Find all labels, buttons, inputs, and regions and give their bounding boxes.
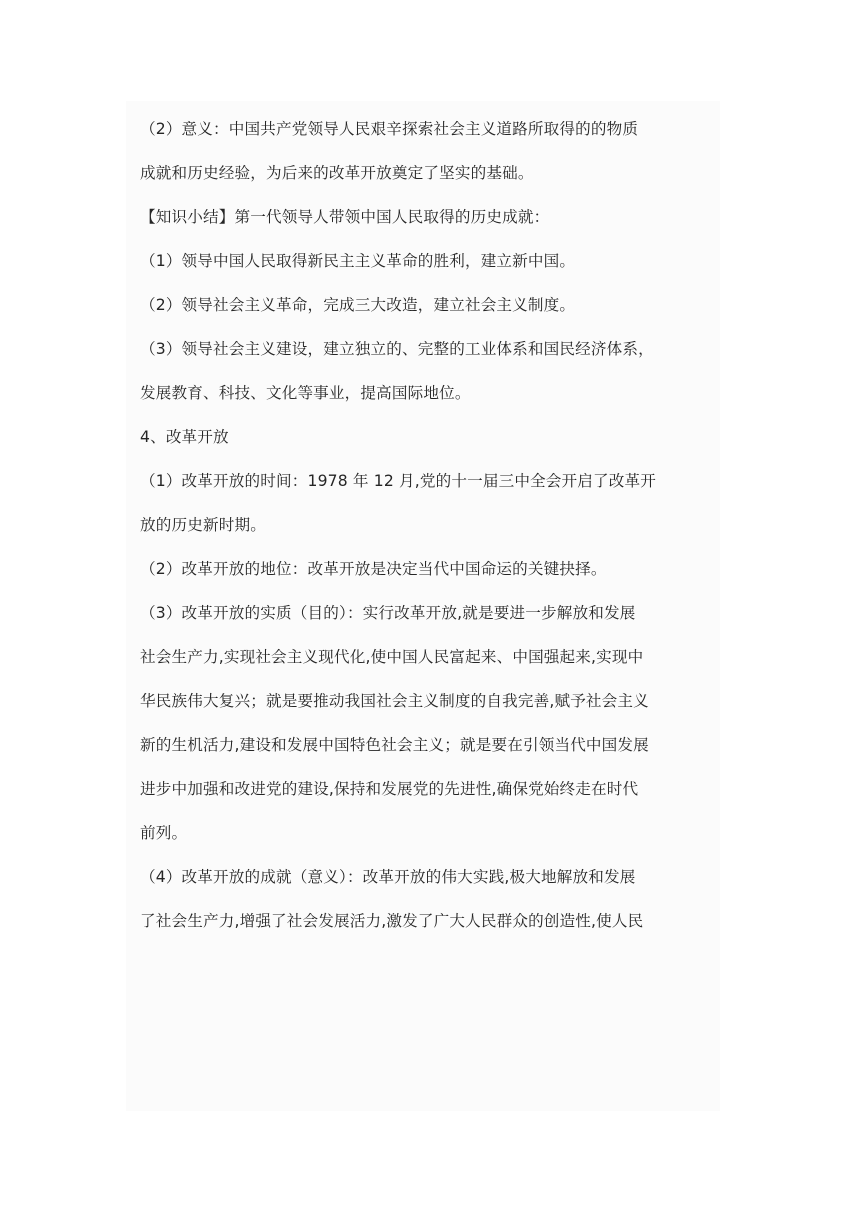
paragraph-reform-time [140, 459, 720, 547]
text-line: （2）领导社会主义革命，完成三大改造，建立社会主义制度。 [140, 296, 576, 314]
paragraph-reform-essence [140, 591, 720, 855]
text-line: （1）改革开放的时间：1978 年 12 月,党的十一届三中全会开启了改革开 [140, 472, 657, 490]
paragraph-reform-achievement [140, 855, 720, 943]
paragraph-summary-2 [140, 283, 720, 327]
text-line: （3）改革开放的实质（目的）：实行改革开放,就是要进一步解放和发展 [140, 604, 636, 622]
text-line: 成就和历史经验，为后来的改革开放奠定了坚实的基础。 [140, 164, 534, 182]
paragraph-summary-3 [140, 327, 720, 415]
text-line: 前列。 [140, 824, 188, 842]
text-line: 放的历史新时期。 [140, 516, 266, 534]
text-line: 了社会生产力,增强了社会发展活力,激发了广大人民群众的创造性,使人民 [140, 912, 644, 930]
text-line: （2）改革开放的地位：改革开放是决定当代中国命运的关键抉择。 [140, 560, 607, 578]
text-line: 发展教育、科技、文化等事业，提高国际地位。 [140, 384, 471, 402]
text-line: 【知识小结】第一代领导人带领中国人民取得的历史成就： [140, 208, 550, 226]
text-line: 社会生产力,实现社会主义现代化,使中国人民富起来、中国强起来,实现中 [140, 648, 644, 666]
text-line: （1）领导中国人民取得新民主主义革命的胜利，建立新中国。 [140, 252, 576, 270]
text-line: （2）意义：中国共产党领导人民艰辛探索社会主义道路所取得的的物质 [140, 120, 639, 138]
text-line: （3）领导社会主义建设，建立独立的、完整的工业体系和国民经济体系， [140, 340, 654, 358]
document-body [126, 101, 720, 1111]
text-line: 新的生机活力,建设和发展中国特色社会主义；就是要在引领当代中国发展 [140, 736, 649, 754]
paragraph-reform-status [140, 547, 720, 591]
text-line: （4）改革开放的成就（意义）：改革开放的伟大实践,极大地解放和发展 [140, 868, 636, 886]
paragraph-summary-1 [140, 239, 720, 283]
text-line: 进步中加强和改进党的建设,保持和发展党的先进性,确保党始终走在时代 [140, 780, 639, 798]
text-line: 4、改革开放 [140, 428, 229, 446]
section-heading-reform [140, 415, 720, 459]
paragraph-significance [140, 107, 720, 195]
paragraph-summary-heading [140, 195, 720, 239]
text-line: 华民族伟大复兴；就是要推动我国社会主义制度的自我完善,赋予社会主义 [140, 692, 649, 710]
